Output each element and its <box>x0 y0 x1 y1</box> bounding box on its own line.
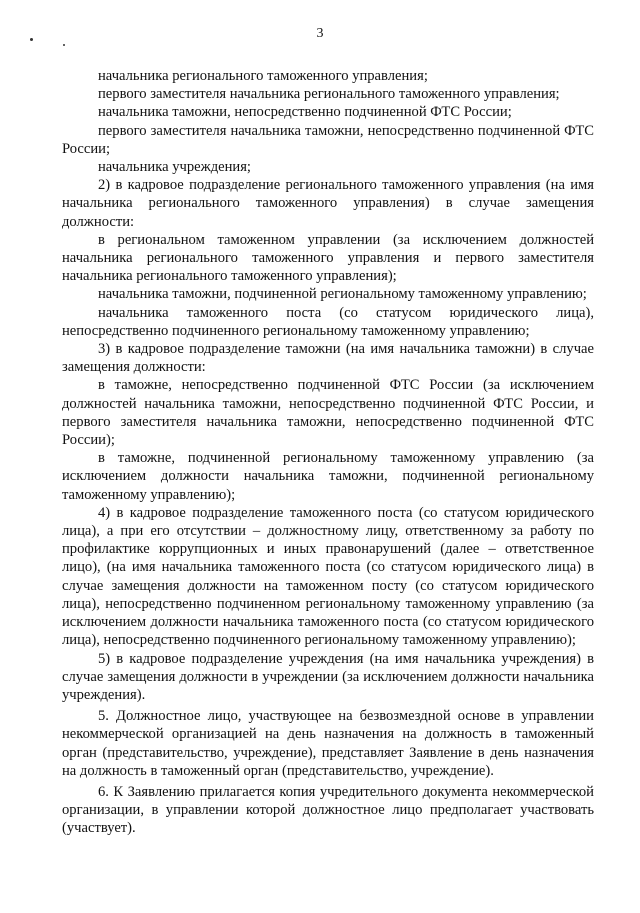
paragraph: 6. К Заявлению прилагается копия учредительного документа некоммерческой организации, в управлении которой должностное лицо предполагает участвовать (участвует). <box>62 783 594 837</box>
paragraph: первого заместителя начальника регионального таможенного управления; <box>98 86 560 103</box>
paragraph: в таможне, подчиненной региональному таможенному управлению (за исключением должности начальника таможни, подчиненной региональному таможенному управлению); <box>62 450 594 503</box>
paragraph: начальника таможни, подчиненной региональному таможенному управлению; <box>98 286 587 303</box>
page-number: 3 <box>316 26 324 41</box>
paragraph: начальника регионального таможенного управления; <box>98 68 428 84</box>
paragraph: 4) в кадровое подразделение таможенного поста (со статусом юридического лица), а при его отсутствии – должностному лицу, ответственному за работу по профилактике коррупционных и иных правонарушений (далее – ответственное лицо), (на имя начальника таможенного поста (со статусом юридического лица) в случае замещения должности на таможенном посту (со статусом юридического лица), непосредственно подчиненном региональному таможенному управлению (за исключением должности начальника таможенного поста (со статусом юридического лица), непосредственно подчиненного региональному таможенному управлению); <box>62 504 594 649</box>
paragraph: 2) в кадровое подразделение регионального таможенного управления (на имя начальника регионального таможенного управления) в случае замещения должности: <box>62 177 594 230</box>
paragraph: в региональном таможенном управлении (за исключением должностей начальника регионального таможенного управления и первого заместителя начальника регионального таможенного управления); <box>62 231 594 285</box>
paragraph: в таможне, непосредственно подчиненной ФТС России (за исключением должностей начальника таможни, непосредственно подчиненной ФТС России, и первого заместителя начальника таможни, непосредственно подчиненной ФТС России); <box>62 377 594 449</box>
paragraph: начальника таможни, непосредственно подчиненной ФТС России; <box>98 104 512 121</box>
paragraph: начальника таможенного поста (со статусом юридического лица), непосредственно подчиненного региональному таможенному управлению; <box>62 304 594 339</box>
paragraph: 3) в кадровое подразделение таможни (на имя начальника таможни) в случае замещения должности: <box>62 341 594 376</box>
scan-speck <box>63 44 65 46</box>
paragraph: 5) в кадровое подразделение учреждения (на имя начальника учреждения) в случае замещения должности в учреждении (за исключением должности начальника учреждения). <box>62 650 594 703</box>
paragraph: 5. Должностное лицо, участвующее на безвозмездной основе в управлении некоммерческой организацией на день назначения на должность в таможенный орган (представительство, учреждение), представляет Заявление в день назначения на должность в таможенный орган (представительство, учреждение). <box>62 708 594 779</box>
document-body <box>62 67 594 838</box>
paragraph: начальника учреждения; <box>98 159 251 176</box>
scan-speck <box>30 38 33 41</box>
paragraph: первого заместителя начальника таможни, непосредственно подчиненной ФТС России; <box>62 122 594 157</box>
